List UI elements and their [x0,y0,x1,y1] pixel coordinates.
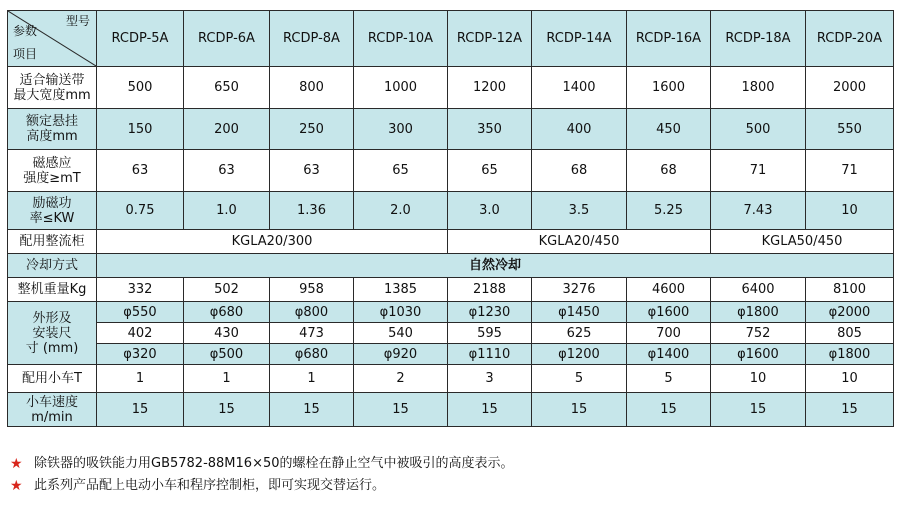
corner-params-label: 参数 [13,24,38,38]
model-header: RCDP-6A [184,11,270,67]
table-cell: 1400 [532,67,627,109]
table-cell: 4600 [627,278,711,302]
trolley-speed-row [8,393,894,427]
footnote-item [10,453,514,475]
table-cell: 332 [97,278,184,302]
table-cell: 1200 [448,67,532,109]
model-header: RCDP-20A [806,11,894,67]
table-cell: 800 [270,67,354,109]
model-header: RCDP-5A [97,11,184,67]
table-cell: 7.43 [711,192,806,230]
table-cell: φ1800 [711,302,806,323]
table-cell: φ680 [270,344,354,365]
table-cell: 6400 [711,278,806,302]
table-cell: 68 [532,150,627,192]
table-cell: 63 [184,150,270,192]
star-icon: ★ [10,478,23,494]
dimension-row [8,323,894,344]
row-label: 磁感应 强度≥mT [8,150,97,192]
table-cell: 502 [184,278,270,302]
table-cell: 595 [448,323,532,344]
table-cell: 15 [627,393,711,427]
model-header: RCDP-10A [354,11,448,67]
table-cell: 430 [184,323,270,344]
header-row [8,11,894,67]
dimension-row [8,302,894,323]
table-cell: 71 [806,150,894,192]
table-cell: 550 [806,109,894,150]
table-cell: 15 [97,393,184,427]
table-cell: 5.25 [627,192,711,230]
table-cell: φ1600 [627,302,711,323]
table-cell: 752 [711,323,806,344]
table-cell: 10 [806,365,894,393]
table-cell: 0.75 [97,192,184,230]
row-label: 适合输送带 最大宽度mm [8,67,97,109]
row-label: 励磁功 率≤KW [8,192,97,230]
table-cell: 300 [354,109,448,150]
table-cell: 1.0 [184,192,270,230]
table-cell: φ1600 [711,344,806,365]
table-cell: 15 [532,393,627,427]
row-label: 额定悬挂 高度mm [8,109,97,150]
table-cell: 63 [97,150,184,192]
table-cell: 5 [627,365,711,393]
table-cell: 700 [627,323,711,344]
model-header: RCDP-8A [270,11,354,67]
table-cell: 15 [711,393,806,427]
table-cell: 1800 [711,67,806,109]
spec-table [7,10,894,427]
table-cell: 200 [184,109,270,150]
model-header: RCDP-14A [532,11,627,67]
table-cell: φ1800 [806,344,894,365]
table-cell: 8100 [806,278,894,302]
cooling-row [8,254,894,278]
table-cell: 15 [354,393,448,427]
table-cell: 1000 [354,67,448,109]
table-cell: φ1200 [532,344,627,365]
footnote-text: 此系列产品配上电动小车和程序控制柜，即可实现交替运行。 [34,478,386,493]
table-cell: 400 [532,109,627,150]
table-cell: 2 [354,365,448,393]
rectifier-group-cell: KGLA20/300 [97,230,448,254]
table-cell: 2188 [448,278,532,302]
table-cell: 450 [627,109,711,150]
footnotes [10,453,514,497]
rectifier-group-cell: KGLA50/450 [711,230,894,254]
induction-row [8,150,894,192]
row-label: 冷却方式 [8,254,97,278]
corner-model-label: 型号 [65,14,90,28]
table-cell: 15 [448,393,532,427]
weight-row [8,278,894,302]
table-cell: 1 [270,365,354,393]
table-cell: 10 [711,365,806,393]
table-cell: φ800 [270,302,354,323]
table-cell: 350 [448,109,532,150]
table-cell: 15 [184,393,270,427]
footnote-item [10,475,514,497]
table-cell: 68 [627,150,711,192]
model-header: RCDP-12A [448,11,532,67]
table-cell: 650 [184,67,270,109]
row-label: 配用小车T [8,365,97,393]
table-cell: 625 [532,323,627,344]
table-cell: φ500 [184,344,270,365]
model-header: RCDP-18A [711,11,806,67]
table-cell: φ1110 [448,344,532,365]
table-cell: 500 [97,67,184,109]
table-cell: 2.0 [354,192,448,230]
table-cell: 63 [270,150,354,192]
dimension-row [8,344,894,365]
table-cell: 1.36 [270,192,354,230]
table-cell: 250 [270,109,354,150]
footnote-text: 除铁器的吸铁能力用GB5782-88M16×50的螺栓在静止空气中被吸引的高度表示。 [34,456,514,471]
rectifier-group-cell: KGLA20/450 [448,230,711,254]
table-cell: 2000 [806,67,894,109]
table-cell: 402 [97,323,184,344]
table-cell: φ1450 [532,302,627,323]
row-label: 配用整流柜 [8,230,97,254]
table-cell: φ680 [184,302,270,323]
corner-header-cell [8,11,97,67]
table-cell: φ1230 [448,302,532,323]
excitation-power-row [8,192,894,230]
table-cell: 150 [97,109,184,150]
corner-item-label: 项目 [13,47,38,61]
model-header: RCDP-16A [627,11,711,67]
table-cell: φ2000 [806,302,894,323]
row-label: 外形及 安装尺 寸 (mm) [8,302,97,365]
rectifier-row [8,230,894,254]
table-cell: 15 [806,393,894,427]
table-cell: 1385 [354,278,448,302]
table-cell: 71 [711,150,806,192]
table-cell: 3.5 [532,192,627,230]
table-cell: 3 [448,365,532,393]
suspension-height-row [8,109,894,150]
table-cell: 540 [354,323,448,344]
table-cell: φ920 [354,344,448,365]
table-cell: 500 [711,109,806,150]
table-cell: 958 [270,278,354,302]
table-cell: 15 [270,393,354,427]
cooling-value-cell: 自然冷却 [97,254,894,278]
table-cell: 1600 [627,67,711,109]
row-label: 小车速度 m/min [8,393,97,427]
table-cell: 1 [97,365,184,393]
table-cell: φ1400 [627,344,711,365]
table-cell: 1 [184,365,270,393]
table-cell: φ1030 [354,302,448,323]
table-cell: 3276 [532,278,627,302]
table-cell: φ320 [97,344,184,365]
table-cell: 10 [806,192,894,230]
table-cell: 805 [806,323,894,344]
table-cell: 65 [448,150,532,192]
table-cell: 473 [270,323,354,344]
table-cell: 65 [354,150,448,192]
row-label: 整机重量Kg [8,278,97,302]
trolley-row [8,365,894,393]
table-cell: 5 [532,365,627,393]
table-cell: φ550 [97,302,184,323]
star-icon: ★ [10,456,23,472]
table-cell: 3.0 [448,192,532,230]
belt-width-row [8,67,894,109]
